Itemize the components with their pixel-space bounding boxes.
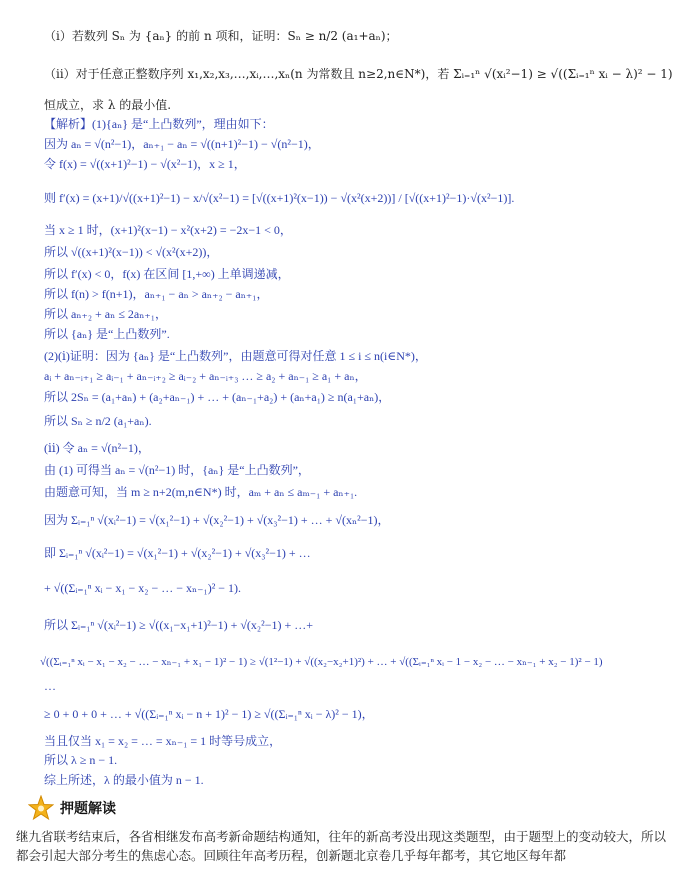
section-title: 押题解读 — [60, 801, 116, 817]
solution-line-13: 所以 2Sₙ = (a₁+aₙ) + (a₂+aₙ₋₁) + … + (aₙ₋₁+a₂) + (aₙ+a₁) ≥ n(a₁+aₙ)， — [44, 390, 391, 404]
solution-line-20: + √((Σᵢ₌₁ⁿ xᵢ − x₁ − x₂ − … − xₙ₋₁)² − 1). — [44, 581, 242, 595]
solution-line-2: 因为 aₙ = √(n²−1)，aₙ₊₁ − aₙ = √((n+1)²−1) − √(n²−1)， — [44, 137, 320, 151]
solution-line-27: 综上所述，λ 的最小值为 n − 1. — [44, 773, 204, 787]
solution-line-12: aᵢ + aₙ₋ᵢ₊₁ ≥ aᵢ₋₁ + aₙ₋ᵢ₊₂ ≥ aᵢ₋₂ + aₙ₋ᵢ₊₃ … ≥ a₂ + aₙ₋₁ ≥ a₁ + aₙ， — [44, 369, 367, 383]
solution-line-19: 即 Σᵢ₌₁ⁿ √(xᵢ²−1) = √(x₁²−1) + √(x₂²−1) + √(x₃²−1) + … — [44, 546, 311, 560]
solution-line-17: 由题意可知，当 m ≥ n+2(m,n∈N*) 时，aₘ + aₙ ≤ aₘ₋₁ + aₙ₊₁. — [44, 485, 358, 499]
solution-line-16: 由 (1) 可得当 aₙ = √(n²−1) 时，{aₙ} 是“上凸数列”， — [44, 463, 310, 477]
star-icon — [28, 795, 54, 821]
solution-line-24: ≥ 0 + 0 + 0 + … + √((Σᵢ₌₁ⁿ xᵢ − n + 1)² − 1) ≥ √((Σᵢ₌₁ⁿ xᵢ − λ)² − 1)， — [44, 707, 374, 721]
solution-line-15: (ⅱ) 令 aₙ = √(n²−1)， — [44, 441, 150, 455]
solution-line-14: 所以 Sₙ ≥ n/2 (a₁+aₙ). — [44, 414, 152, 428]
solution-line-3: 令 f(x) = √((x+1)²−1) − √(x²−1)，x ≥ 1， — [44, 157, 246, 171]
solution-line-7: 所以 f′(x) < 0，f(x) 在区间 [1,+∞) 上单调递减， — [44, 267, 290, 281]
solution-line-22: √((Σᵢ₌₁ⁿ xᵢ − x₁ − x₂ − … − xₙ₋₁ + x₁ − 1)² − 1) ≥ √(1²−1) + √((x₂−x₂+1)²) + … + √((Σᵢ₌₁ⁿ xᵢ − 1 − x₂ − … − xₙ₋₁ + x₂ − 1)² − 1) — [40, 656, 603, 668]
solution-line-10: 所以 {aₙ} 是“上凸数列”. — [44, 327, 170, 341]
solution-line-25: 当且仅当 x₁ = x₂ = … = xₙ₋₁ = 1 时等号成立， — [44, 734, 282, 748]
solution-line-26: 所以 λ ≥ n − 1. — [44, 753, 118, 767]
problem-part1: （ⅰ）若数列 Sₙ 为 {aₙ} 的前 n 项和，证明：Sₙ ≥ n/2 (a₁+aₙ)； — [44, 29, 398, 43]
solution-line-1: 【解析】(1){aₙ} 是“上凸数列”，理由如下： — [44, 117, 274, 131]
problem-part2: （ⅱ）对于任意正整数序列 x₁,x₂,x₃,…,xᵢ,…,xₙ(n 为常数且 n≥2,n∈N*)，若 Σᵢ₌₁ⁿ √(xᵢ²−1) ≥ √((Σᵢ₌₁ⁿ xᵢ − λ)² − 1) — [44, 67, 673, 81]
solution-line-4: 则 f′(x) = (x+1)/√((x+1)²−1) − x/√(x²−1) = [√((x+1)²(x−1)) − √(x²(x+2))] / [√((x+1)²−1)·√(x²−1)]. — [44, 191, 515, 205]
solution-line-21: 所以 Σᵢ₌₁ⁿ √(xᵢ²−1) ≥ √((x₁−x₁+1)²−1) + √(x₂²−1) + …+ — [44, 618, 314, 632]
solution-line-18: 因为 Σᵢ₌₁ⁿ √(xᵢ²−1) = √(x₁²−1) + √(x₂²−1) + √(x₃²−1) + … + √(xₙ²−1)， — [44, 513, 390, 527]
solution-line-23: … — [44, 679, 56, 693]
problem-part3: 恒成立，求 λ 的最小值. — [44, 98, 172, 112]
solution-line-5: 当 x ≥ 1 时，(x+1)²(x−1) − x²(x+2) = −2x−1 < 0， — [44, 223, 292, 237]
solution-line-6: 所以 √((x+1)²(x−1)) < √(x²(x+2))， — [44, 245, 219, 259]
section-header — [28, 793, 116, 823]
solution-line-9: 所以 aₙ₊₂ + aₙ ≤ 2aₙ₊₁， — [44, 307, 167, 321]
solution-line-11: (2)(ⅰ)证明：因为 {aₙ} 是“上凸数列”，由题意可得对任意 1 ≤ i ≤ n(i∈N*)， — [44, 349, 427, 363]
commentary-paragraph: 继九省联考结束后，各省相继发布高考新命题结构通知，往年的新高考没出现这类题型，由于题型上的变动较大，所以都会引起大部分考生的焦虑心态。回顾往年高考历程，创新题北京卷几乎每年都考，其它地区每年都 — [16, 829, 667, 863]
solution-line-8: 所以 f(n) > f(n+1)，aₙ₊₁ − aₙ > aₙ₊₂ − aₙ₊₁， — [44, 287, 269, 301]
